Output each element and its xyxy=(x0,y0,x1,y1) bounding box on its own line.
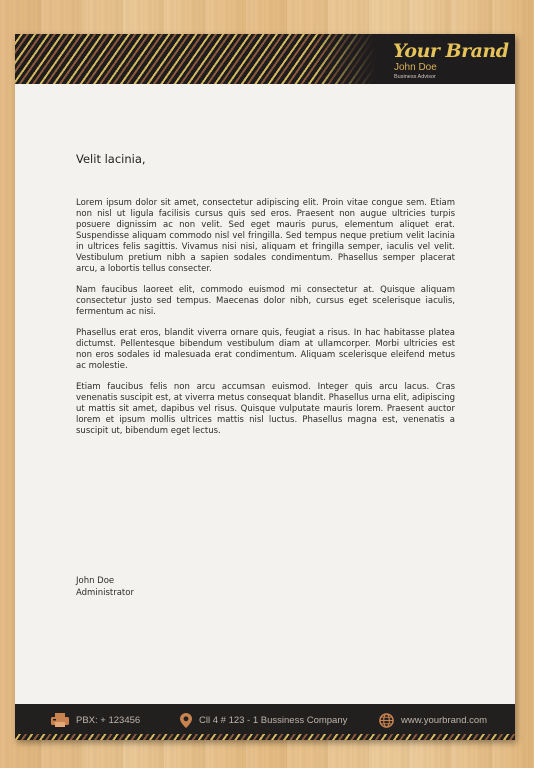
header-band xyxy=(15,34,515,84)
header-person-name: John Doe xyxy=(394,62,437,73)
signature-name: John Doe xyxy=(76,576,115,586)
footer-address-text: Cll 4 # 123 - 1 Bussiness Company xyxy=(199,714,348,726)
letter-paragraph: Etiam faucibus felis non arcu accumsan euismod. Integer quis arcu lacus. Cras venenatis suscipit est, at viverra metus consequat blandit. Phasellus urna elit, adipiscing ut mattis sit amet, dapibus vel risus. Quisque vulputate mauris lorem. Praesent auctor lorem et ipsum mollis ultrices mattis nisl luctus. Phasellus magna est, venenatis a suscipit ut, bibendum eget lectus. xyxy=(76,382,455,436)
footer-address xyxy=(180,712,347,728)
letter-paragraph: Nam faucibus laoreet elit, commodo euismod mi consectetur at. Quisque aliquam consectetur justo sed tempus. Maecenas dolor nibh, cursus eget scelerisque iaculis, fermentum ac nisi. xyxy=(76,285,455,317)
footer-phone xyxy=(51,712,140,728)
header-person-title: Business Advisor xyxy=(394,74,436,80)
location-pin-icon xyxy=(180,713,192,728)
footer-phone-text: PBX: + 123456 xyxy=(76,714,141,726)
letter-paragraph: Lorem ipsum dolor sit amet, consectetur adipiscing elit. Proin vitae congue sem. Etiam non nisl ut ligula facilisis cursus quis sed eros. Praesent non augue ultricies turpis posuere dignissim ac non velit. Sed eget mauris purus, elementum aliquet erat. Suspendisse aliquam commodo nisl vel fringilla. Sed tempus neque pretium velit lacinia in ultrices felis sagittis. Vivamus nisi nisi, aliquam et fringilla semper, iaculis vel velit. Vestibulum pretium nibh a sapien sodales condimentum. Phasellus semper placerat arcu, a lobortis tellus consecter. xyxy=(76,198,455,274)
header-stripes-fade xyxy=(315,34,375,84)
footer-website-link[interactable]: www.yourbrand.com xyxy=(401,714,488,726)
letter-body xyxy=(76,198,455,447)
footer-stripes xyxy=(15,734,515,740)
fax-icon xyxy=(51,713,69,727)
globe-icon xyxy=(379,713,394,728)
brand-logo: Your Brand xyxy=(393,40,509,62)
letter-greeting: Velit lacinia, xyxy=(76,152,146,166)
signature-role: Administrator xyxy=(76,588,134,598)
letter-paragraph: Phasellus erat eros, blandit viverra ornare quis, feugiat a risus. In hac habitasse platea dictumst. Pellentesque bibendum vestibulum diam at ullamcorper. Morbi ultricies est non eros sodales id malesuada erat condimentum. Aliquam scelerisque eleifend metus ac molestie. xyxy=(76,328,455,371)
letterhead-sheet xyxy=(15,34,515,740)
footer-website[interactable] xyxy=(379,712,487,728)
